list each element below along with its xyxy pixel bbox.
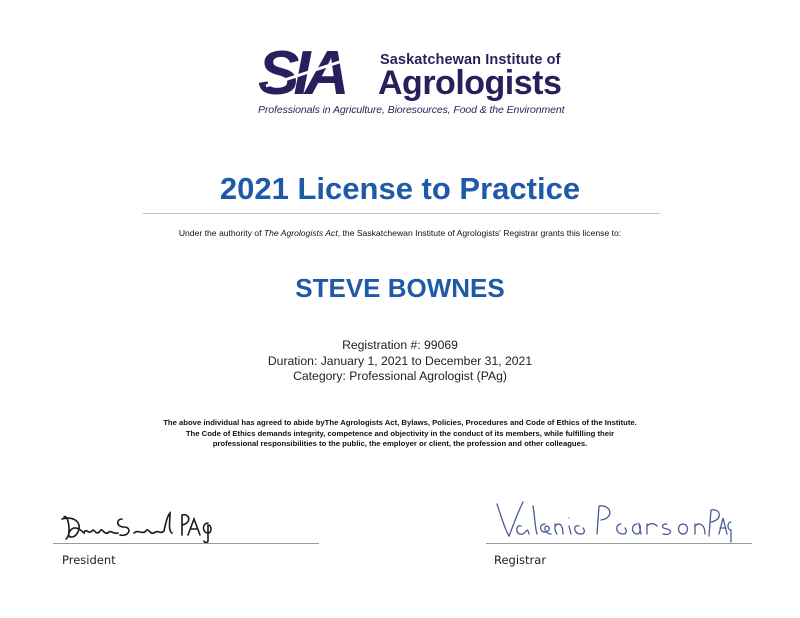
registration-number: Registration #: 99069 <box>342 338 458 352</box>
certificate-title: 2021 License to Practice <box>219 171 581 206</box>
authority-prefix: Under the authority of <box>178 228 264 238</box>
institute-logo <box>258 42 565 120</box>
registrar-signature <box>493 496 733 544</box>
authority-statement <box>0 228 800 238</box>
president-signature <box>58 505 218 545</box>
logo-org-line2: Agrologists <box>378 64 562 102</box>
ethics-line: professional responsibilities to the public, the employer or client, the profession and other colleagues. <box>212 439 588 448</box>
ethics-statement <box>0 418 800 450</box>
authority-suffix: , the Saskatchewan Institute of Agrologists' Registrar grants this license to: <box>337 228 622 238</box>
license-duration: Duration: January 1, 2021 to December 31, 2021 <box>267 353 533 368</box>
registrar-signature-line <box>486 543 752 544</box>
ethics-line: The above individual has agreed to abide byThe Agrologists Act, Bylaws, Policies, Procedures and Code of Ethics of the Institute. <box>163 418 637 427</box>
license-details <box>0 338 800 385</box>
license-category: Category: Professional Agrologist (PAg) <box>293 369 507 383</box>
svg-text:SIA: SIA <box>258 42 344 102</box>
logo-tagline: Professionals in Agriculture, Bioresources, Food & the Environment <box>258 104 565 116</box>
sia-logo-mark <box>258 42 378 102</box>
ethics-line: The Code of Ethics demands integrity, competence and objectivity in the conduct of its members, while fulfilling their <box>185 428 615 438</box>
licensee-name: STEVE BOWNES <box>295 273 505 303</box>
president-label: President <box>62 553 116 567</box>
authority-act: The Agrologists Act <box>263 228 338 238</box>
title-divider <box>143 213 660 214</box>
registrar-label: Registrar <box>494 553 547 567</box>
logo-org-line1: Saskatchewan Institute of <box>380 52 561 68</box>
president-signature-line <box>53 543 319 544</box>
